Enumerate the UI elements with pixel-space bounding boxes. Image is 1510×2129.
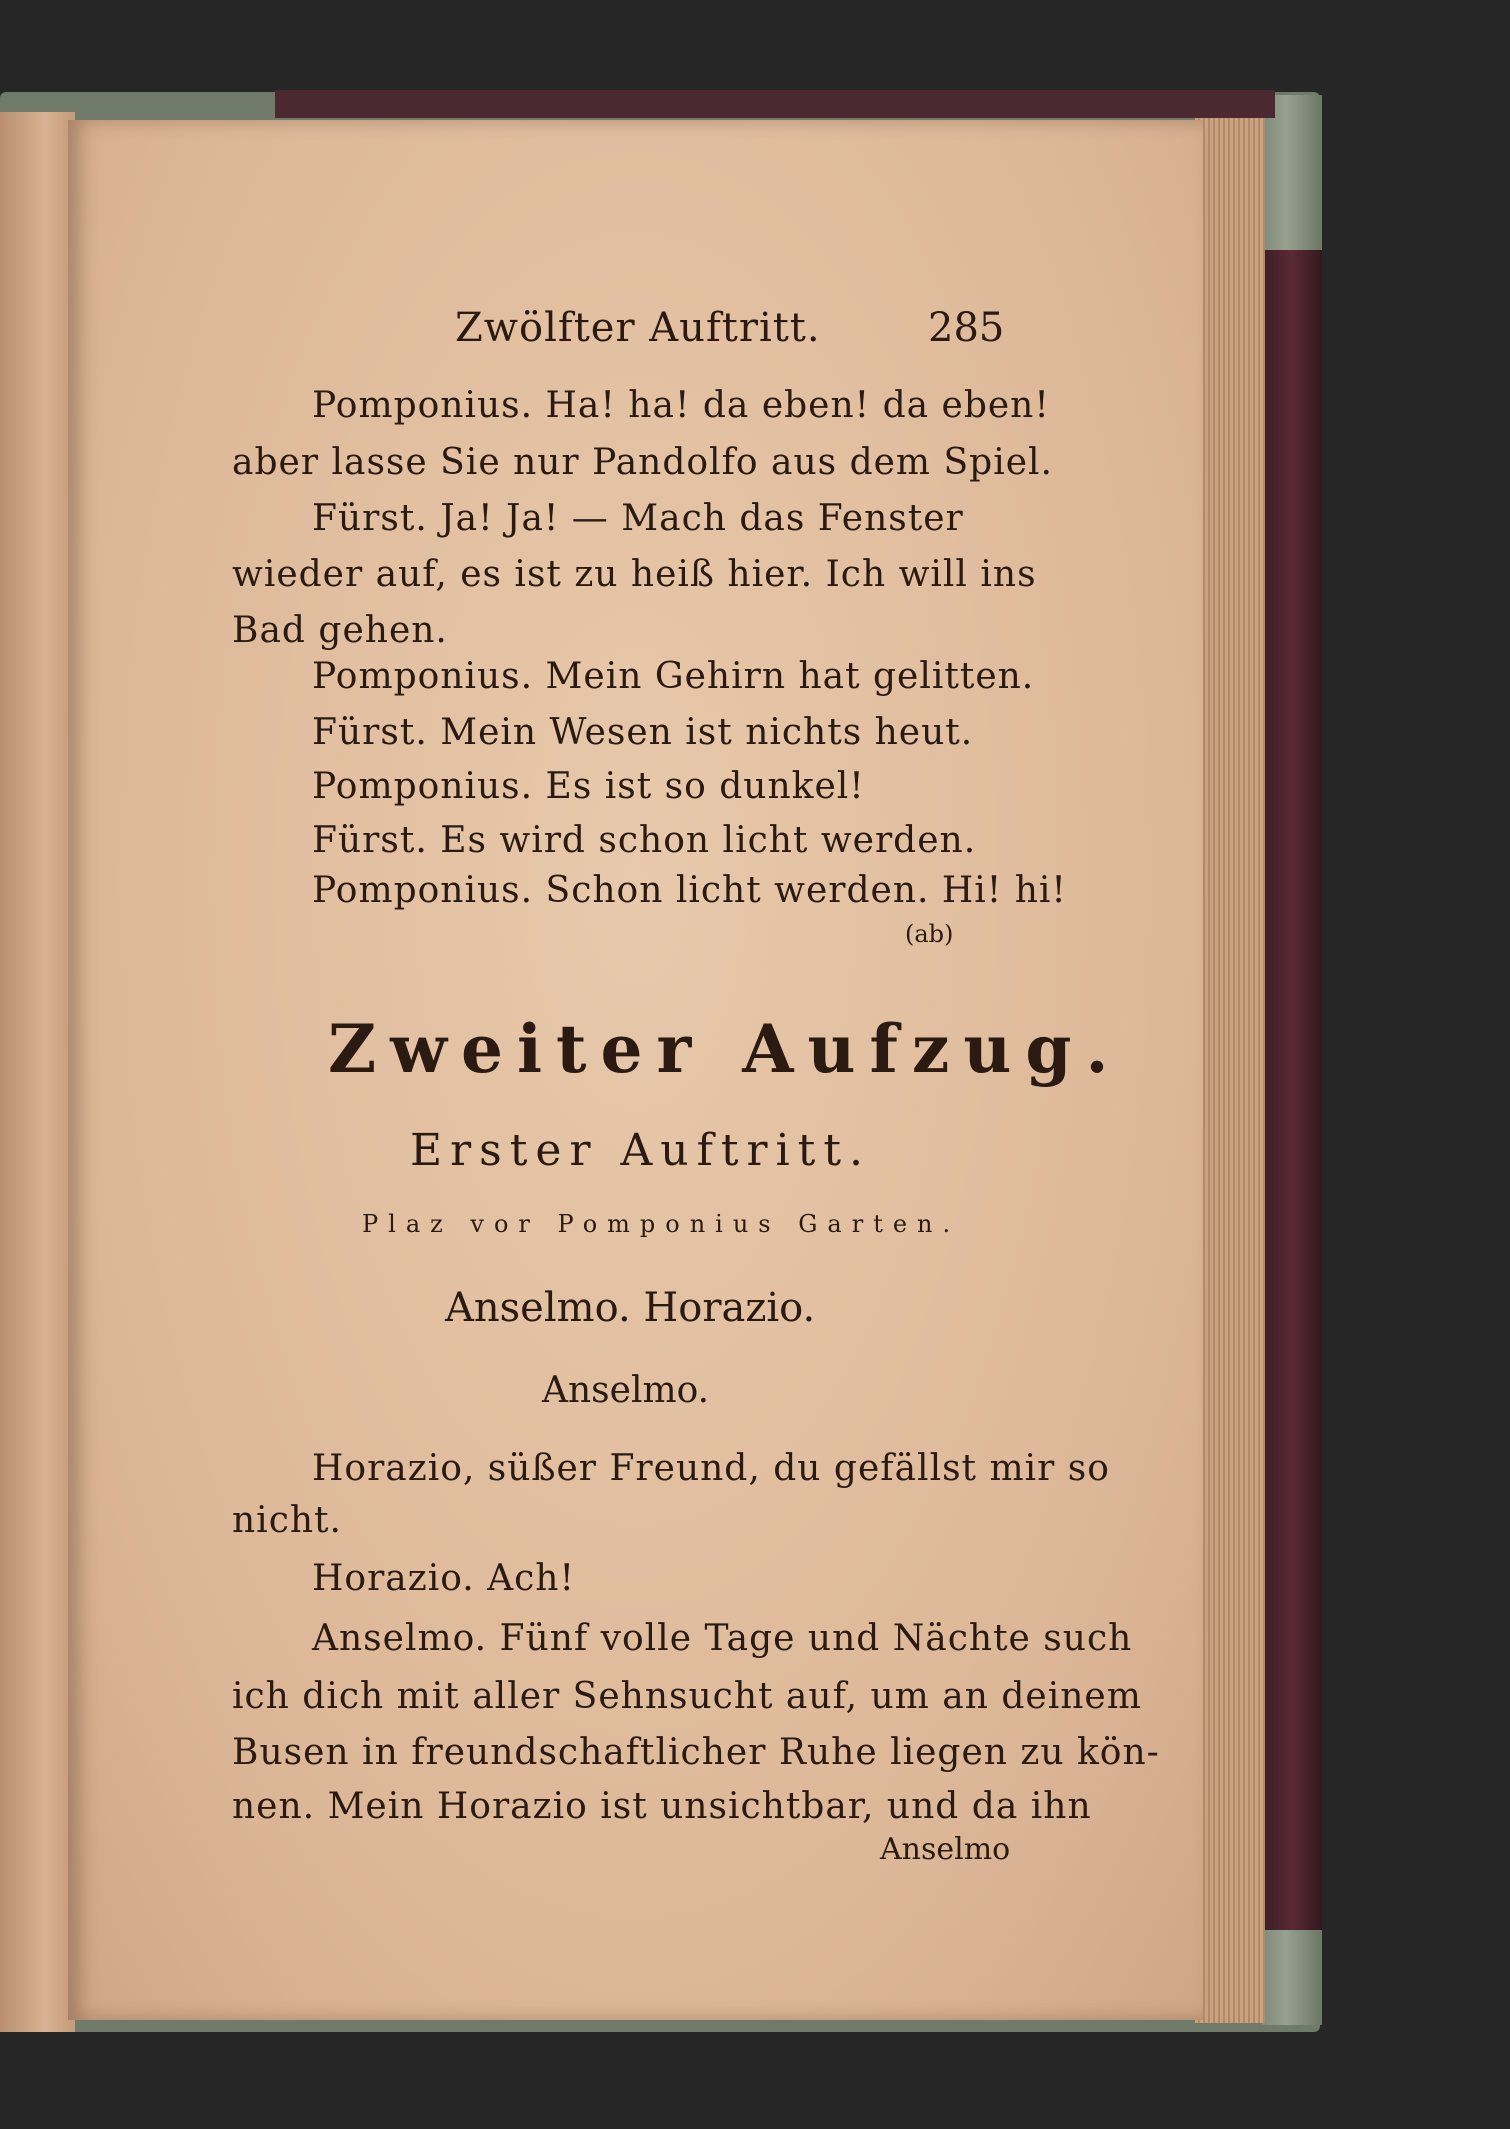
- spine-label: [1262, 250, 1322, 1930]
- text-line: wieder auf, es ist zu heiß hier. Ich will ins: [232, 554, 1037, 595]
- speaker-heading: Anselmo.: [542, 1370, 710, 1411]
- text-line: Pomponius. Mein Gehirn hat gelitten.: [312, 656, 1035, 697]
- text-line: aber lasse Sie nur Pandolfo aus dem Spiel.: [232, 442, 1053, 483]
- page-edges: [1195, 118, 1265, 2023]
- scene-setting: Plaz vor Pomponius Garten.: [362, 1210, 961, 1238]
- text-line: nen. Mein Horazio ist unsichtbar, und da ihn: [232, 1786, 1092, 1827]
- text-line: Horazio, süßer Freund, du gefällst mir so: [312, 1448, 1110, 1489]
- text-line: Bad gehen.: [232, 610, 448, 651]
- page-number: 285: [928, 305, 1005, 351]
- text-line: ich dich mit aller Sehnsucht auf, um an deinem: [232, 1676, 1142, 1717]
- text-line: Horazio. Ach!: [312, 1558, 575, 1599]
- text-line: Pomponius. Es ist so dunkel!: [312, 766, 865, 807]
- text-line: Pomponius. Ha! ha! da eben! da eben!: [312, 385, 1050, 426]
- facing-page: [0, 112, 75, 2032]
- text-line: Anselmo. Fünf volle Tage und Nächte such: [312, 1618, 1133, 1659]
- text-line: nicht.: [232, 1500, 342, 1541]
- scene-title: Erster Auftritt.: [410, 1125, 872, 1176]
- running-title: Zwölfter Auftritt.: [455, 305, 821, 351]
- cover-top-edge: [275, 90, 1275, 118]
- exit-note: (ab): [905, 920, 954, 948]
- catchword: Anselmo: [880, 1832, 1011, 1867]
- text-line: Busen in freundschaftlicher Ruhe liegen zu kön-: [232, 1732, 1160, 1773]
- dramatis-personae: Anselmo. Horazio.: [445, 1285, 816, 1331]
- text-line: Fürst. Es wird schon licht werden.: [312, 820, 977, 861]
- text-line: Pomponius. Schon licht werden. Hi! hi!: [312, 870, 1067, 911]
- act-title: Zweiter Aufzug.: [328, 1010, 1123, 1088]
- text-line: Fürst. Mein Wesen ist nichts heut.: [312, 712, 974, 753]
- text-line: Fürst. Ja! Ja! — Mach das Fenster: [312, 498, 964, 539]
